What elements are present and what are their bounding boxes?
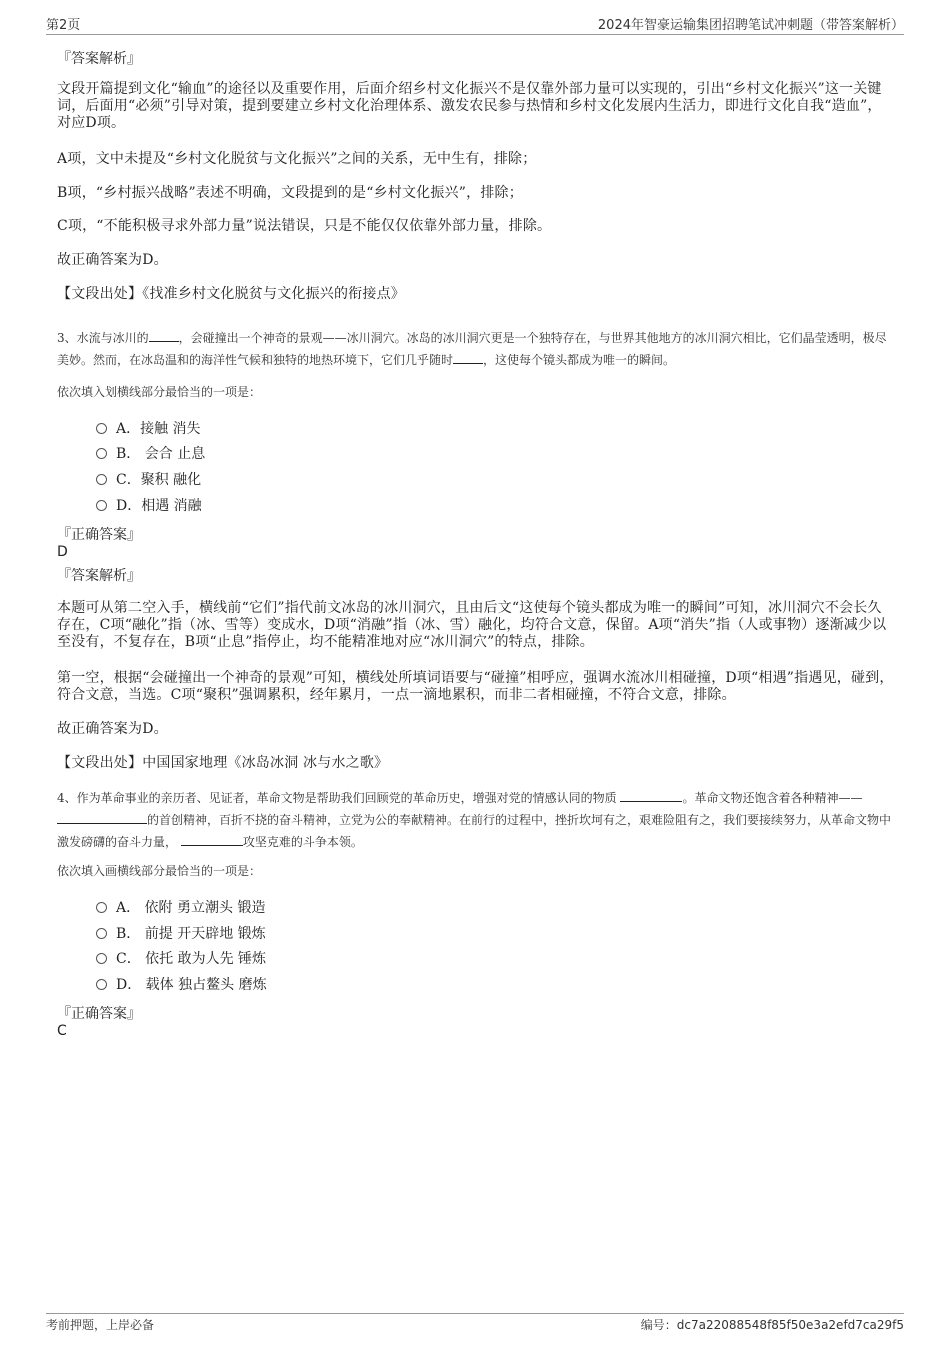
q3-instruction: 依次填入划横线部分最恰当的一项是： — [57, 385, 262, 399]
q2-analysis-option-a: A项，文中未提及“乡村文化脱贫与文化振兴”之间的关系，无中生有，排除； — [57, 151, 537, 167]
footer-slogan: 考前押题，上岸必备 — [46, 1318, 155, 1332]
q4-blank-2 — [57, 811, 147, 824]
q3-blank-1 — [149, 329, 179, 342]
radio-icon[interactable] — [96, 928, 107, 939]
q3-analysis-paragraph-2: 第一空，根据“会碰撞出一个神奇的景观”可知，横线处所填词语要与“碰撞”相呼应，强调水流冰川相碰撞，D项“相遇”指遇见，碰到，符合文意，当选。C项“聚积”强调累积，经年累月，一点一滴地累积，而非二者相碰撞，不符合文意，排除。 — [57, 670, 894, 703]
q3-option-d[interactable]: D．相遇 消融 — [96, 496, 202, 516]
q3-conclusion: 故正确答案为D。 — [57, 721, 168, 737]
q4-option-c[interactable]: C． 依托 敢为人先 锤炼 — [96, 949, 266, 969]
document-id: 编号：dc7a22088548f85f50e3a2efd7ca29f5 — [640, 1318, 904, 1332]
document-title: 2024年智豪运输集团招聘笔试冲刺题（带答案解析） — [597, 18, 904, 33]
q3-analysis-label: 『答案解析』 — [57, 568, 141, 584]
radio-icon[interactable] — [96, 902, 107, 913]
radio-icon[interactable] — [96, 953, 107, 964]
q3-option-b[interactable]: B． 会合 止息 — [96, 444, 205, 464]
q2-conclusion: 故正确答案为D。 — [57, 252, 168, 268]
radio-icon[interactable] — [96, 423, 107, 434]
radio-icon[interactable] — [96, 979, 107, 990]
q3-option-c[interactable]: C．聚积 融化 — [96, 470, 201, 490]
radio-icon[interactable] — [96, 448, 107, 459]
q4-instruction: 依次填入画横线部分最恰当的一项是： — [57, 864, 262, 878]
radio-icon[interactable] — [96, 500, 107, 511]
radio-icon[interactable] — [96, 474, 107, 485]
q4-option-a[interactable]: A． 依附 勇立潮头 锻造 — [96, 898, 265, 918]
q2-analysis-paragraph: 文段开篇提到文化“输血”的途径以及重要作用，后面介绍乡村文化振兴不是仅靠外部力量可以实现的，引出“乡村文化振兴”这一关键词，后面用“必须”引导对策，提到要建立乡村文化治理体系、激发农民参与热情和乡村文化发展内生活力，即进行文化自我“造血”，对应D项。 — [57, 81, 882, 131]
q3-option-a[interactable]: A．接触 消失 — [96, 419, 201, 439]
q3-stem: 3、水流与冰川的 ，会碰撞出一个神奇的景观——冰川洞穴。冰岛的冰川洞穴更是一个独特存在，与世界其他地方的冰川洞穴相比，它们晶莹透明，极尽美妙。然而，在冰岛温和的海洋性气候和独特的地热环境下，它们几乎随时 ，这使每个镜头都成为唯一的瞬间。 — [57, 331, 887, 367]
q3-answer: D — [57, 544, 68, 560]
q4-answer: C — [57, 1023, 67, 1039]
q3-source: 【文段出处】中国国家地理《冰岛冰洞 冰与水之歌》 — [57, 755, 389, 771]
q2-analysis-option-b: B项，“乡村振兴战略”表述不明确，文段提到的是“乡村文化振兴”，排除； — [57, 185, 523, 201]
page-number: 第2页 — [46, 18, 81, 33]
page-header — [46, 14, 904, 35]
q2-analysis-label: 『答案解析』 — [57, 51, 141, 67]
q4-option-b[interactable]: B． 前提 开天辟地 锻炼 — [96, 924, 266, 944]
q4-option-d[interactable]: D． 载体 独占鳌头 磨炼 — [96, 975, 267, 995]
q4-answer-label: 『正确答案』 — [57, 1006, 141, 1022]
q4-blank-1 — [620, 789, 682, 802]
q2-analysis-option-c: C项，“不能积极寻求外部力量”说法错误，只是不能仅仅依靠外部力量，排除。 — [57, 218, 552, 234]
q4-blank-3 — [181, 833, 243, 846]
page-footer — [46, 1313, 904, 1336]
q3-blank-2 — [453, 351, 483, 364]
q4-stem: 4、作为革命事业的亲历者、见证者，革命文物是帮助我们回顾党的革命历史，增强对党的情感认同的物质 。革命文物还饱含着各种精神——的首创精神，百折不挠的奋斗精神，立党为公的奉献精神。在前行的过程中，挫折坎坷有之，艰难险阻有之，我们要接续努力，从革命文物中激发磅礴的奋斗力量， 攻坚克难的斗争本领。 — [57, 791, 892, 849]
q3-analysis-paragraph-1: 本题可从第二空入手，横线前“它们”指代前文冰岛的冰川洞穴，且由后文“这使每个镜头都成为唯一的瞬间”可知，冰川洞穴不会长久存在，C项“融化”指（冰、雪等）变成水，D项“消融”指（冰、雪）融化，均符合文意，保留。A项“消失”指（人或事物）逐渐减少以至没有，不复存在，B项“止息”指停止，均不能精准地对应“冰川洞穴”的特点，排除。 — [57, 600, 887, 650]
q3-answer-label: 『正确答案』 — [57, 527, 141, 543]
q2-source: 【文段出处】《找准乡村文化脱贫与文化振兴的衔接点》 — [57, 286, 405, 302]
